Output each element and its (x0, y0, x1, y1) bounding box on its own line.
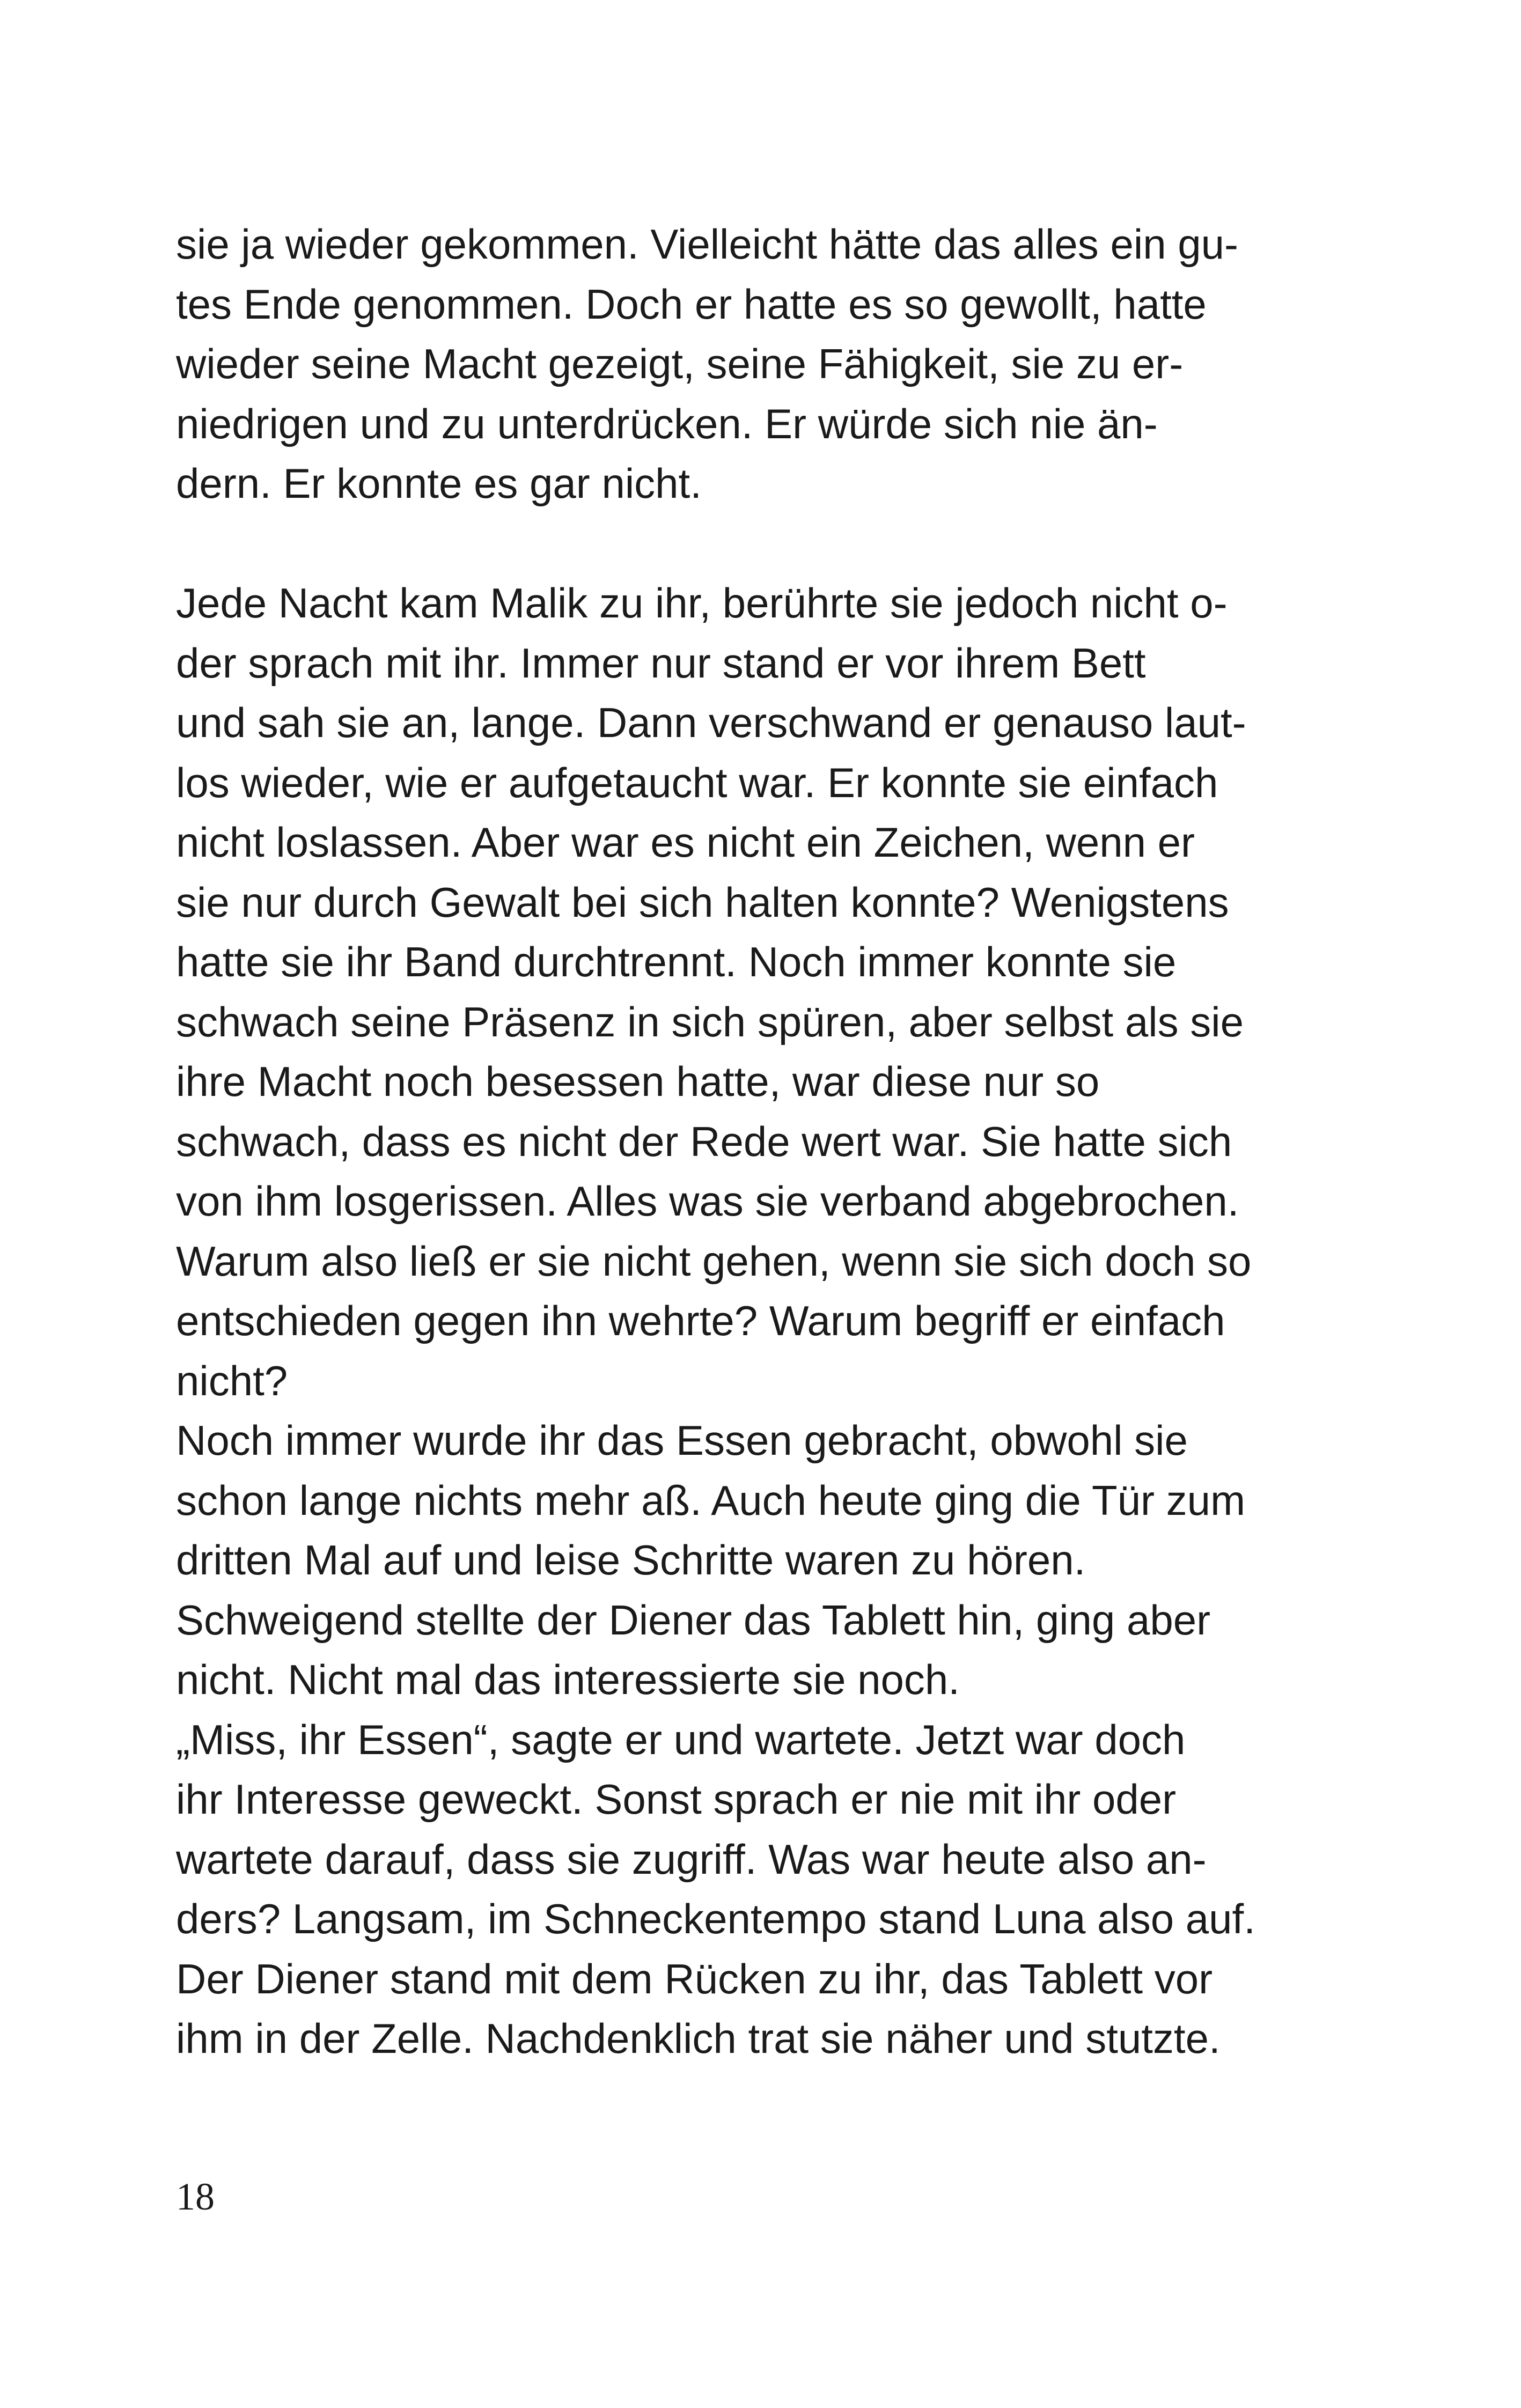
body-text (176, 215, 1346, 2069)
text-line: entschieden gegen ihn wehrte? Warum begriff er einfach (176, 1297, 1225, 1344)
text-line: wieder seine Macht gezeigt, seine Fähigkeit, sie zu er- (176, 340, 1184, 387)
text-line: nicht? (176, 1357, 288, 1404)
text-line: und sah sie an, lange. Dann verschwand er genauso laut- (176, 699, 1246, 746)
text-line: schwach, dass es nicht der Rede wert war. Sie hatte sich (176, 1117, 1232, 1165)
text-line: sie ja wieder gekommen. Vielleicht hätte das alles ein gu- (176, 220, 1238, 268)
text-line: hatte sie ihr Band durchtrennt. Noch immer konnte sie (176, 938, 1177, 985)
text-line: wartete darauf, dass sie zugriff. Was war heute also an- (176, 1835, 1207, 1883)
text-line: dern. Er konnte es gar nicht. (176, 460, 702, 507)
text-line: Schweigend stellte der Diener das Tablett hin, ging aber (176, 1596, 1211, 1644)
text-line: niedrigen und zu unterdrücken. Er würde sich nie än- (176, 400, 1158, 447)
text-line: „Miss, ihr Essen“, sagte er und wartete. Jetzt war doch (176, 1715, 1186, 1763)
text-line: tes Ende genommen. Doch er hatte es so gewollt, hatte (176, 280, 1207, 328)
paragraph-1 (176, 215, 1346, 514)
text-line: nicht. Nicht mal das interessierte sie noch. (176, 1656, 960, 1703)
text-line: von ihm losgerissen. Alles was sie verband abgebrochen. (176, 1177, 1239, 1225)
text-line: Jede Nacht kam Malik zu ihr, berührte sie jedoch nicht o- (176, 579, 1228, 627)
text-line: ihm in der Zelle. Nachdenklich trat sie näher und stutzte. (176, 2015, 1221, 2062)
text-line: Der Diener stand mit dem Rücken zu ihr, das Tablett vor (176, 1955, 1213, 2002)
text-line: dritten Mal auf und leise Schritte waren zu hören. (176, 1536, 1086, 1584)
text-line: los wieder, wie er aufgetaucht war. Er konnte sie einfach (176, 759, 1218, 806)
text-line: ihre Macht noch besessen hatte, war diese nur so (176, 1058, 1100, 1105)
text-line: schon lange nichts mehr aß. Auch heute ging die Tür zum (176, 1476, 1246, 1524)
text-line: sie nur durch Gewalt bei sich halten konnte? Wenigstens (176, 878, 1229, 926)
text-line: Noch immer wurde ihr das Essen gebracht, obwohl sie (176, 1417, 1188, 1464)
text-line: nicht loslassen. Aber war es nicht ein Zeichen, wenn er (176, 819, 1195, 866)
page-number: 18 (176, 2175, 215, 2218)
text-line: ihr Interesse geweckt. Sonst sprach er nie mit ihr oder (176, 1776, 1177, 1823)
text-line: ders? Langsam, im Schneckentempo stand Luna also auf. (176, 1895, 1255, 1942)
text-line: schwach seine Präsenz in sich spüren, aber selbst als sie (176, 998, 1244, 1045)
text-line: Warum also ließ er sie nicht gehen, wenn sie sich doch so (176, 1237, 1252, 1285)
paragraph-2 (176, 573, 1346, 2069)
text-line: der sprach mit ihr. Immer nur stand er vor ihrem Bett (176, 639, 1146, 687)
paragraph-gap (176, 514, 1346, 574)
